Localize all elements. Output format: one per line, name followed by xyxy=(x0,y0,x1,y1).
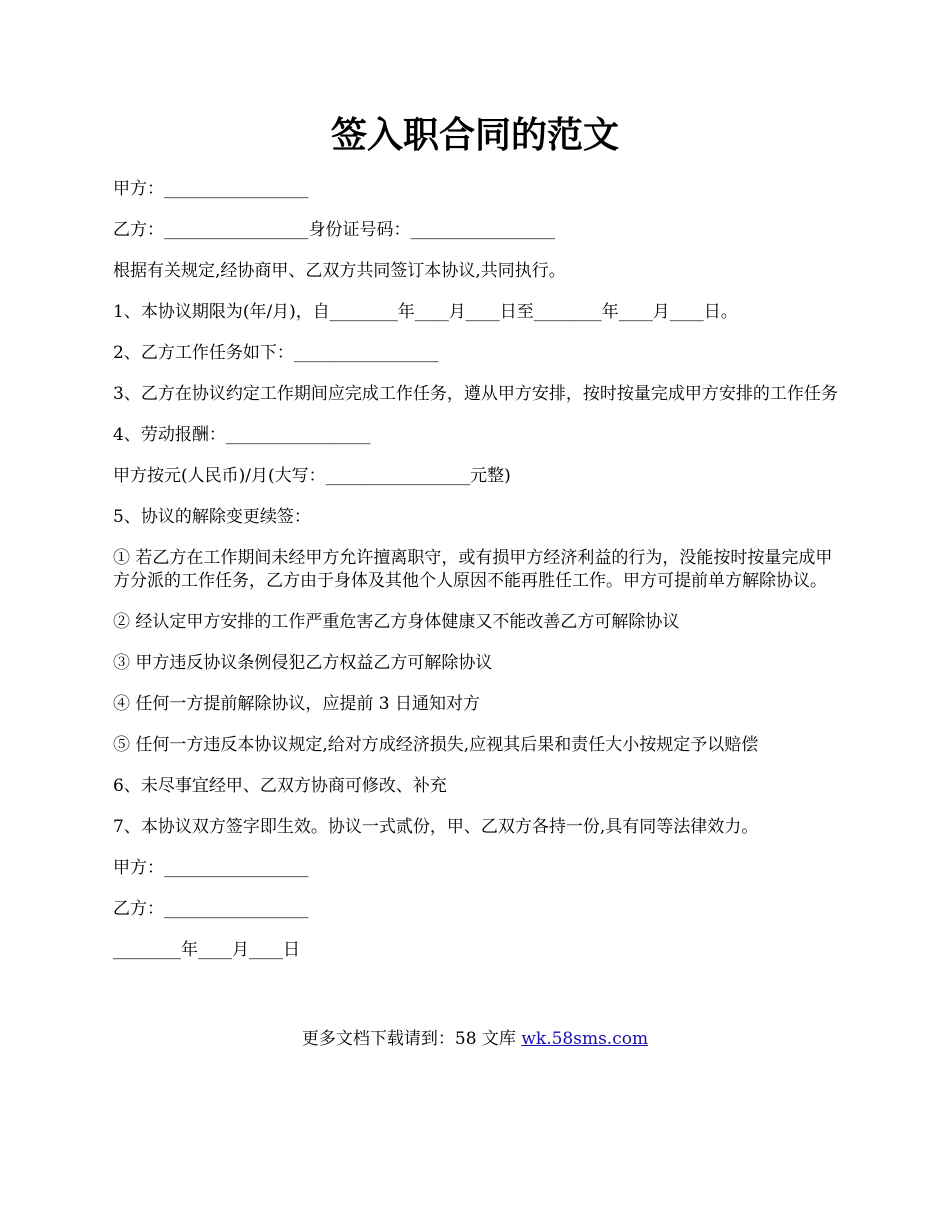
document-body xyxy=(113,178,843,980)
footer-prefix: 更多文档下载请到：58 文库 xyxy=(301,1029,522,1049)
party-a-line: 甲方：_________________ xyxy=(113,179,309,199)
footer-link[interactable]: wk.58sms.com xyxy=(521,1029,649,1049)
termination-item-4: ④ 任何一方提前解除协议，应提前 3 日通知对方 xyxy=(113,694,481,714)
clause-1-term: 1、本协议期限为(年/月)，自________年____月____日至________年____月____日。 xyxy=(113,302,738,322)
preamble: 根据有关规定,经协商甲、乙双方共同签订本协议,共同执行。 xyxy=(113,261,566,281)
signature-party-a: 甲方：_________________ xyxy=(113,858,309,878)
termination-item-5: ⑤ 任何一方违反本协议规定,给对方成经济损失,应视其后果和责任大小按规定予以赔偿 xyxy=(113,735,759,755)
clause-4-pay: 4、劳动报酬：_________________ xyxy=(113,425,371,445)
clause-6-amendments: 6、未尽事宜经甲、乙双方协商可修改、补充 xyxy=(113,776,447,796)
document-title: 签入职合同的范文 xyxy=(330,114,619,156)
download-footer xyxy=(0,1027,950,1051)
clause-5-termination: 5、协议的解除变更续签： xyxy=(113,507,311,527)
clause-3-duties: 3、乙方在协议约定工作期间应完成工作任务，遵从甲方安排，按时按量完成甲方安排的工作任务 xyxy=(113,384,838,404)
signature-party-b: 乙方：_________________ xyxy=(113,899,309,919)
termination-item-2: ② 经认定甲方安排的工作严重危害乙方身体健康又不能改善乙方可解除协议 xyxy=(113,612,680,632)
clause-7-effect: 7、本协议双方签字即生效。协议一式贰份，甲、乙双方各持一份,具有同等法律效力。 xyxy=(113,817,759,837)
termination-item-1: ① 若乙方在工作期间未经甲方允许擅离职守，或有损甲方经济利益的行为，没能按时按量完成甲方分派的工作任务，乙方由于身体及其他个人原因不能再胜任工作。甲方可提前单方解除协议。 xyxy=(113,548,833,591)
pay-amount-line: 甲方按元(人民币)/月(大写：_________________元整) xyxy=(113,466,511,486)
termination-item-3: ③ 甲方违反协议条例侵犯乙方权益乙方可解除协议 xyxy=(113,653,493,673)
party-b-line: 乙方：_________________身份证号码：_________________ xyxy=(113,220,555,240)
signature-date: ________年____月____日 xyxy=(113,940,300,960)
clause-2-tasks: 2、乙方工作任务如下：_________________ xyxy=(113,343,439,363)
